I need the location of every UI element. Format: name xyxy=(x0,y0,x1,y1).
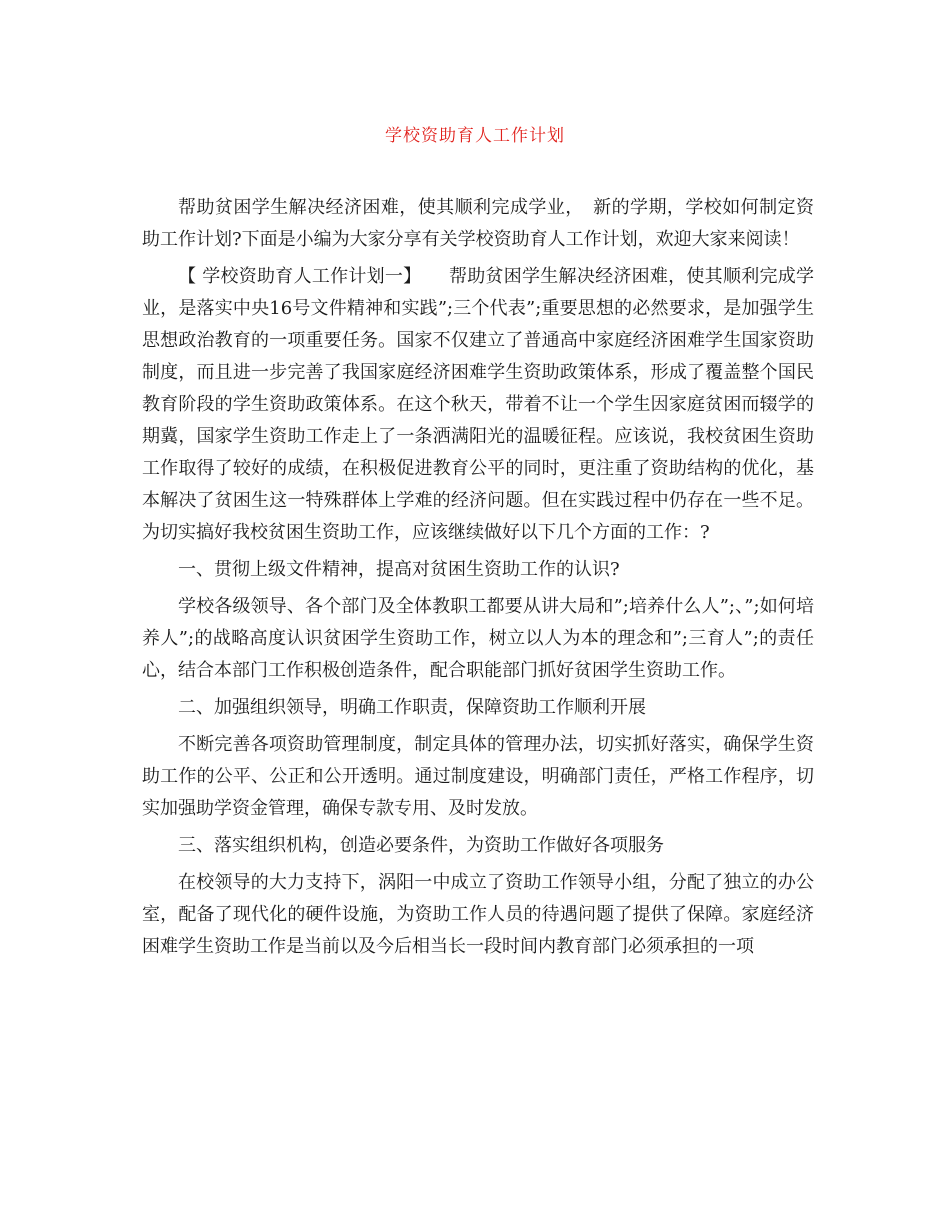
document-title: 学校资助育人工作计划 xyxy=(385,126,565,146)
section-heading-3: 三、落实组织机构，创造必要条件，为资助工作做好各项服务 xyxy=(178,835,664,856)
section-heading-2: 二、加强组织领导，明确工作职责，保障资助工作顺利开展 xyxy=(178,697,646,718)
document-body xyxy=(142,192,814,968)
section-heading-1: 一、贯彻上级文件精神，提高对贫困生资助工作的认识? xyxy=(178,559,620,580)
paragraph-intro: 帮助贫困学生解决经济困难，使其顺利完成学业， 新的学期，学校如何制定资助工作计划?下面是小编为大家分享有关学校资助育人工作计划，欢迎大家来阅读！ xyxy=(142,197,814,250)
paragraph-section-1: 学校各级领导、各个部门及全体教职工都要从讲大局和”;培养什么人”;、”;如何培养人”;的战略高度认识贫困学生资助工作，树立以人为本的理念和”;三育人”;的责任心，结合本部门工作积极创造条件，配合职能部门抓好贫困学生资助工作。 xyxy=(142,596,814,681)
paragraph-section-3: 在校领导的大力支持下，涡阳一中成立了资助工作领导小组，分配了独立的办公室，配备了现代化的硬件设施，为资助工作人员的待遇问题了提供了保障。家庭经济困难学生资助工作是当前以及今后相当长一段时间内教育部门必须承担的一项 xyxy=(142,872,814,957)
paragraph-section-2: 不断完善各项资助管理制度，制定具体的管理办法，切实抓好落实，确保学生资助工作的公平、公正和公开透明。通过制度建设，明确部门责任，严格工作程序，切实加强助学资金管理，确保专款专用、及时发放。 xyxy=(142,734,814,819)
paragraph-plan-one: 【 学校资助育人工作计划一】 帮助贫困学生解决经济困难，使其顺利完成学业，是落实中央16号文件精神和实践”;三个代表”;重要思想的必然要求，是加强学生思想政治教育的一项重要任务。国家不仅建立了普通高中家庭经济困难学生国家资助制度，而且进一步完善了我国家庭经济困难学生资助政策体系，形成了覆盖整个国民教育阶段的学生资助政策体系。在这个秋天，带着不让一个学生因家庭贫困而辍学的期冀，国家学生资助工作走上了一条洒满阳光的温暖征程。应该说，我校贫困生资助工作取得了较好的成绩，在积极促进教育公平的同时，更注重了资助结构的优化，基本解决了贫困生这一特殊群体上学难的经济问题。但在实践过程中仍存在一些不足。为切实搞好我校贫困生资助工作，应该继续做好以下几个方面的工作：? xyxy=(142,266,814,543)
